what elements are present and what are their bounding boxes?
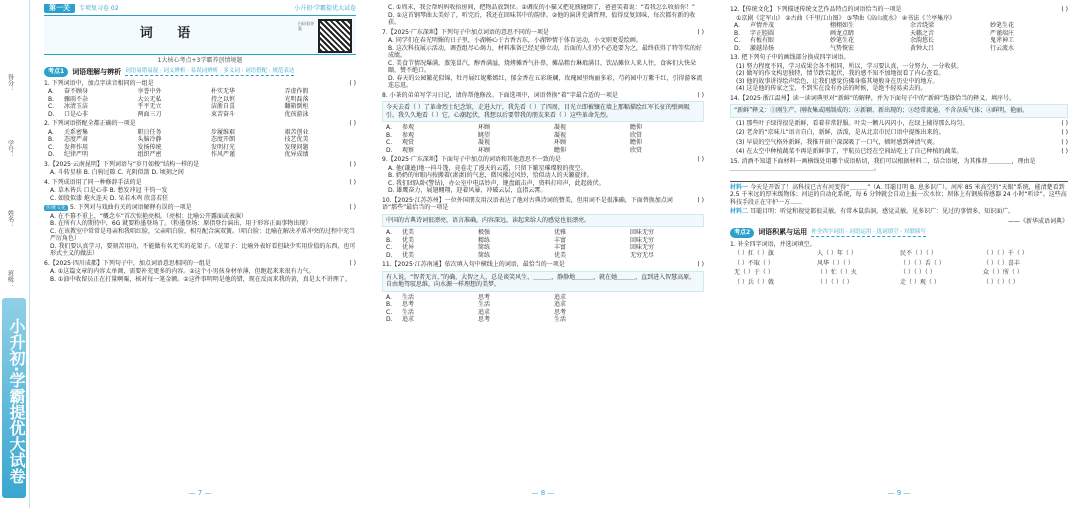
answer-bracket[interactable]: ( ) (697, 261, 704, 268)
option-row (48, 144, 356, 152)
answer-bracket[interactable]: ( ) (1061, 129, 1068, 136)
option-text: 优异成绩 (284, 151, 309, 159)
option-text: 步履维艰 (211, 128, 236, 136)
option-line[interactable]: C. 在该教室中常常是母亲和我唱红脸，父亲唱白脸，相互配合演双簧。（唱白脸：比喻在解决矛盾冲突的过程中充当严厉角色） (50, 227, 356, 243)
option-line[interactable]: B. 奶奶的帘眼内按搬着(湊湊)的气息，微风拂过风铃，恰似动人的天籁旋律。 (388, 172, 593, 179)
option-row (386, 124, 704, 132)
option-text: 生活 (554, 316, 567, 323)
sub-item-text: (4) 在太空中种植蔬菜不再是新鲜事了，宇航员已经在空间站吃上了自己种植的蔬菜。 (736, 148, 963, 155)
idiom-blank[interactable]: （ ）不取（ ） (734, 259, 774, 267)
option-line[interactable]: D. 春天的公园繁花似锦，牡丹展红妮紫嫣红，郁金香在五彩斑斓，玫瑰园里绚丽多彩，芍药园中万紫千红，引得游客流连忘返。 (388, 74, 703, 89)
option-line[interactable]: D. 我们要认真学习，要刻苦用功，不能做有名无实的花架子。（花架子：比喻外表好看但缺少实用价值的东西，也可形式主义的做法） (50, 242, 356, 258)
option-text: 技艺优美 (284, 136, 309, 144)
option-text: 画龙点睛 (830, 29, 855, 37)
option-row (48, 151, 356, 159)
option-row (386, 229, 704, 237)
answer-line[interactable] (730, 174, 1068, 182)
option-text: 凝视 (478, 139, 491, 146)
option-text: 余音绕梁 (910, 22, 935, 29)
question-stem: 1. 补全四字词语，并选词填空。 (730, 240, 816, 248)
option-line[interactable]: C. 我们团队卧(警钻)，办公室中电话铃声，键盘敲击声，资料打印声，此起彼伏。 (388, 179, 605, 187)
option-letter[interactable]: A. (734, 22, 740, 29)
question-stem (382, 156, 704, 164)
option-text: 精练 (478, 236, 491, 244)
option-text: 翻箱倒柜 (284, 103, 309, 111)
question-text: 1. 下列词语中，加点字读音相同的一组是 (44, 79, 154, 87)
answer-bracket[interactable]: ( ) (349, 178, 356, 186)
sub-item-text: (2) 老舍的“京味儿”语言自白，新鲜，活泼，是从北京市民口语中提炼出来的。 (736, 129, 945, 136)
question-text: 6.【2025·四川成都】下列句子中，加点词语意思相同的一组是 (44, 259, 211, 267)
question-stem: 13. 把下列句子中的画线部分换成四字词语。 (730, 54, 850, 61)
question-text: 10.【2025·江苏苏州】一位外国朋友用汉语表达了他对古典诗词的赞美，但用词不是很准确，下面替换加点词语“那些”最恰当的一项是 (382, 196, 673, 211)
option-text: 弄虚作假 (284, 88, 309, 96)
option-letter[interactable]: A. (386, 293, 392, 301)
passage-box: 中国的古典诗词很漂亮，语言准确，内容深远，读起来给人的感觉也很漂亮。 (382, 214, 704, 228)
question-stem (44, 161, 356, 169)
question-list (44, 80, 356, 284)
idiom-blank[interactable]: 风华（ ）（ ） (817, 259, 854, 267)
idiom-blank[interactable]: （ ）扛（ ）旗 (734, 250, 774, 257)
option-text: 妙笔生花 (990, 22, 1015, 29)
title-box (44, 15, 356, 55)
option-text: 优美 (402, 251, 415, 259)
definition-box: “新鲜”释义：①刚生产、刚收集或刚制成的；②新颖、新出现的；③经常流通，不含杂质气体；④鲜明，艳丽。 (730, 104, 1068, 118)
option-letter[interactable]: C. (386, 244, 393, 251)
option-letter[interactable]: B. (386, 131, 393, 139)
option-text: 优美 (554, 251, 567, 259)
option-text: 追求 (554, 293, 567, 301)
option-text: 职日任务 (137, 128, 162, 136)
option-letter[interactable]: C. (734, 37, 741, 44)
section-tags: 补全四字词语 · 词语运用 · 选词填空 · 对联续写 (811, 228, 926, 235)
option-letter[interactable]: B. (48, 136, 55, 144)
question-stem (382, 92, 704, 100)
option-row (48, 129, 356, 137)
question-text: 7.【2025·广东深圳】下列句子中加点词语的意思不同的一项是 (382, 28, 549, 36)
option-row[interactable]: A. 斗转星移 B. 白驹过隙 C. 光阴似箭 D. 顷刻之间 (50, 169, 184, 177)
idiom-blank[interactable]: （ ）（ ）舌（ ） (900, 259, 945, 267)
idiom-blank[interactable]: （ ）（ ）千（ ） (983, 250, 1028, 257)
option-letter[interactable]: D. (386, 146, 393, 154)
option-letter[interactable]: C. (48, 103, 55, 111)
question-stem (382, 197, 704, 212)
option-text: 丰富 (554, 236, 567, 244)
answer-bracket[interactable]: ( ) (349, 259, 356, 267)
option-letter[interactable]: D. (48, 110, 55, 118)
option-text: 回味无穷 (630, 229, 655, 236)
option-row (386, 237, 704, 245)
option-line[interactable]: A. 同学们在春光明媚的日子里，小湖畅心于古香古东，小湖钟情于体育运动，小文则更爱绘画。 (388, 37, 642, 44)
option-row (386, 316, 704, 324)
option-row[interactable]: A. 草木皆兵 口是心非 B. 愁发冲冠 千钧一发 (50, 187, 168, 195)
option-letter[interactable]: A. (48, 88, 54, 96)
option-text: 回味无穷 (630, 244, 655, 251)
option-text: 关系密集 (64, 128, 89, 136)
material-text: 今天是开饭了！高科技已古有河变得“＿＿＿”（A. 耳聪目明 B. 息多识广）。河库 85 米高空的“天眼”系统，能清楚看到 2.5 千米远的厚米级物体；河运的自动化系统，每 6 分钟就会自动上报一次水位；坝体上有钢质传感器 24 小时“听诊”。这些高科技手段正在守护一方…… (730, 183, 1067, 206)
option-text: 优雅 (554, 229, 567, 236)
question-tag: 传统文化 (46, 205, 67, 212)
answer-bracket[interactable]: ( ) (1061, 6, 1068, 13)
page-title: 词 语 (139, 25, 201, 41)
option-text: 生活 (402, 308, 415, 316)
option-letter[interactable]: C. (386, 139, 393, 146)
option-row (48, 96, 356, 104)
option-letter[interactable]: B. (48, 95, 55, 103)
option-row (48, 111, 356, 119)
option-text: 环顾 (478, 124, 491, 131)
answer-bracket[interactable]: ( ) (349, 204, 356, 212)
question-text: 11.【2025·江苏南通】依次填入句中横线上的词语，最恰当的一项是 (382, 261, 565, 268)
option-text: 口是心非 (64, 110, 89, 118)
option-text: 头脑冷静 (137, 136, 162, 144)
option-row (386, 147, 704, 155)
option-row (734, 45, 1068, 53)
answer-bracket[interactable]: ( ) (1061, 138, 1068, 146)
option-text: 凝视 (554, 131, 567, 139)
spine (0, 0, 30, 508)
option-text: 声情并茂 (750, 22, 775, 29)
option-text: 妙笔生花 (830, 37, 855, 44)
option-text: 组织严密 (137, 151, 162, 159)
option-text: 天籁之音 (910, 29, 935, 37)
sub-item-text: (1) 那些叶子绿得很是新鲜，看着非常舒服。叶尖一颗儿闪闪小，在绿上辅得那么均匀。 (736, 119, 969, 127)
option-text: 思考 (478, 293, 491, 301)
question-text: 2. 下列词语搭配全都正确的一项是 (44, 120, 136, 128)
question-stem (382, 261, 704, 269)
level-tag: 第一关 (44, 4, 75, 13)
idiom-blank[interactable]: （ ）（ ）（ ） (900, 269, 936, 276)
material-block (730, 184, 1068, 207)
section-badge: 考点1 (44, 67, 68, 77)
question-stem (44, 204, 356, 212)
option-letter[interactable]: B. (386, 236, 393, 244)
option-text: 回味无穷 (630, 236, 655, 244)
idiom-blank[interactable]: 走（ ）观（ ） (900, 278, 940, 286)
option-text: 有板有眼 (750, 37, 775, 44)
question-text: 3.【2025·云南昆明】下列词语与“岁月如梭”结构一样的是 (44, 160, 200, 168)
works-list: ①京剧《定军山》 ②古曲《千里江山图》 ③琴曲《高山流水》 ④书法《兰亭集序》 (736, 14, 956, 22)
option-line[interactable]: D. ①这首钢琴曲太美好了，听完后，我还在回味其中的韵律。②他的演讲充满哲理，值得反复回味，每次都有新的收获。 (388, 11, 696, 26)
sub-item: (1) 努力程度不同，学习成果会各不相同，所以，学习要认真，一分努力，一分收获。 (736, 62, 963, 70)
option-text: 行云流水 (990, 44, 1015, 52)
answer-bracket[interactable]: ( ) (349, 160, 356, 168)
option-letter[interactable]: D. (386, 251, 393, 259)
option-text: 朴实无华 (211, 88, 236, 96)
question-stem (382, 29, 704, 37)
page-8 (378, 4, 708, 498)
option-text: 严谨端庄 (990, 29, 1015, 37)
option-text: 享誉中外 (137, 88, 162, 96)
option-text: 追求 (478, 308, 491, 316)
page-number: — 7 — (188, 489, 212, 498)
option-text: 极强 (478, 229, 491, 236)
material-label: 材料一 (730, 183, 751, 191)
spine-field-class: 班级： (6, 270, 14, 288)
option-text: 纪律严明 (64, 151, 89, 159)
option-text: 优美 (402, 236, 415, 244)
option-line[interactable]: C. ①周末，我会帮妈妈收拾房间，把物品放到位。②调皮的小猫又把花瓶碰倒了，爸爸笑着说：“看我怎么收拾你！” (388, 4, 695, 11)
option-text: 生活 (402, 293, 415, 301)
sub-item (736, 120, 1068, 128)
option-text: 观察 (402, 146, 415, 154)
option-text: 作风严谨 (211, 151, 236, 159)
option-row (48, 136, 356, 144)
idiom-blank[interactable]: （ ）（ ）（ ） (817, 278, 853, 286)
option-text: 观赏 (402, 139, 415, 146)
question-stem (44, 120, 356, 128)
option-text: 发挥作用 (64, 143, 89, 151)
page-header (44, 4, 356, 13)
material-label: 材料二 (730, 208, 751, 215)
idiom-blank[interactable]: （ ）兵（ ）戟 (734, 278, 774, 286)
answer-bracket[interactable]: ( ) (349, 120, 356, 128)
answer-bracket[interactable]: ( ) (349, 79, 356, 87)
page-7 (40, 4, 360, 498)
citation: ——《新华成语词典》 (1007, 217, 1068, 225)
question-text: 9.【2025·广东深圳】下面句子中加点的词语和其他意思不一致的是 (382, 156, 561, 163)
series-title: 小升初·学霸提优大试卷 (294, 4, 356, 12)
option-text: 环顾 (478, 146, 491, 154)
question-stem (44, 80, 356, 88)
option-text: 两面三刀 (137, 110, 162, 118)
idiom-blank[interactable]: （ ）（ ）喜丰 (983, 259, 1020, 267)
page-9 (726, 4, 1072, 498)
option-text: 眺望 (478, 131, 491, 139)
option-text: 鬼斧神工 (990, 37, 1015, 44)
option-text: 思考 (478, 316, 491, 323)
section-header (730, 228, 1068, 238)
spine-field-name: 姓名： (6, 210, 14, 228)
passage-box: 有人说，“智者无言，”的确，大智之人，总是谈笑风生，＿＿＿，静静地＿＿＿，就在她＿＿＿，直到进入智慧高原。自由地驾驭思维，向水源一样理想的美梦。 (382, 271, 704, 292)
option-text: 参观 (402, 131, 415, 139)
idiom-blank[interactable]: 民不（ ）（ ） (900, 250, 937, 257)
answer-bracket[interactable]: ( ) (1061, 119, 1068, 127)
option-line[interactable]: C. 美食节情况爆满，蒸笼冒汽，醇香满溢，烧烤摊香气扑鼻，摊晶粗台琳琅满目，饮品摊位人来人往，食客们大快朵颐，赞不绝口。 (388, 59, 697, 74)
option-row (386, 252, 704, 260)
section-title: 词语理解与辨析 (72, 67, 122, 76)
option-row (734, 30, 1068, 38)
material-text: 耳聪目明：听觉和视觉都很灵敏。有常本鼠浩洞，感觉灵敏。见多识广：见过的事情多，知识面广。 (750, 208, 1015, 215)
question-text: 8. 小茶的弟弟写学习日记，请你帮他修改。下面选项中，词语替换“着”字最合适的一项是 (382, 91, 618, 99)
idiom-fill-grid (734, 250, 1064, 286)
option-letter[interactable]: D. (48, 151, 55, 159)
option-text: 光明磊落 (284, 95, 309, 103)
option-text: 持之以恒 (211, 95, 236, 103)
option-text: 黄钟大吕 (910, 44, 935, 52)
option-row (386, 244, 704, 252)
spine-field-score: 得分： (6, 74, 14, 92)
option-letter[interactable]: D. (734, 44, 741, 52)
option-row (734, 22, 1068, 30)
sub-item: (3) 他的故事讲得绘声绘色，让我们感觉仿佛身临其境般身在历史中的地方。 (736, 77, 939, 85)
option-row (386, 294, 704, 302)
option-text: 态度开朗 (211, 136, 236, 144)
option-line[interactable]: A. 他(谦逊)地一抖斗篷，竟卷走了漫天的云霞，只留下繁星璀璨般的夜空。 (388, 164, 587, 172)
question-list (730, 6, 1068, 286)
option-text: 态度严肃 (64, 136, 89, 144)
option-text: 发现问题 (284, 143, 309, 151)
question-stem: 14.【2025·浙江温州】读一读词典里对“新鲜”的解释，并为下面句子中的“新鲜”选择恰当的释义，填序号。 (730, 94, 1016, 102)
level-sub: 专项复习卷 02 (79, 5, 119, 12)
option-letter[interactable]: A. (386, 124, 392, 131)
option-letter[interactable]: A. (386, 229, 392, 236)
question-text: 12.【传统文化】下列描述传统文艺作品特点的词语恰当的一项是 (730, 6, 902, 13)
option-letter[interactable]: D. (386, 316, 393, 323)
option-text: 简练 (478, 251, 491, 259)
option-text: 欣赏 (630, 146, 643, 154)
question-stem (730, 6, 1068, 14)
option-letter[interactable]: C. (48, 143, 55, 151)
question-stem (44, 260, 356, 268)
option-text: 思考 (402, 301, 415, 308)
answer-bracket[interactable]: ( ) (697, 91, 704, 99)
option-line[interactable]: B. ①油中收留员正在打量啊粟，核对每一笔金额。②这件事明明是他的错，现在反而来我的黄，真是太不讲理了。 (50, 275, 351, 283)
option-text: 环顾 (554, 139, 567, 146)
option-text: 洁浙自喜 (211, 103, 236, 111)
option-text: 瞻仰 (630, 139, 643, 146)
option-text: 束苦奋斗 (211, 110, 236, 118)
idiom-blank[interactable]: （ ）（ ）（ ） (983, 278, 1019, 286)
option-line[interactable]: B. 在所有人的期待中，6G 就要粉墨登场了。（粉墨登场：原指登台演出，用于形容正面事物出现） (50, 220, 312, 228)
option-row (48, 88, 356, 96)
option-text: 追求 (402, 316, 415, 323)
option-text: 奋不顾身 (64, 88, 89, 96)
answer-bracket[interactable]: ( ) (697, 196, 704, 204)
section-title: 词语积累与运用 (758, 228, 808, 237)
page-number: — 8 — (531, 489, 555, 498)
option-text: 发明打光 (211, 143, 236, 151)
option-line[interactable]: A. 在不幕不重上，“概念车”首次惊艳亮相。（亮相：比喻公开露面或表演） (50, 212, 248, 220)
option-text: 瞻仰 (554, 146, 567, 154)
material-block (730, 208, 1068, 216)
option-text: 乎平无立 (137, 103, 162, 111)
option-text: 气势恢宏 (830, 44, 855, 52)
qr-code-icon[interactable] (318, 19, 352, 53)
option-text: 追求 (554, 301, 567, 308)
section-tags: 词语易错易混 · 词义辨析 · 易误词辨析 · 多义词 · 词语搭配 · 规范表达 (125, 68, 295, 75)
sub-item (736, 139, 1068, 147)
answer-bracket[interactable]: ( ) (1061, 148, 1068, 155)
passage-box: 今天去看（ ）了革命烈士纪念馆，走进大厅，我先看（ ）了四周，目光立即被镶在墙上那幅描绘红军长征的壁画吸引。我久久地看（ ）它，心潮起伏，我想以后要带我的朋友来看（ ）这些革命先烈。 (382, 101, 704, 122)
idiom-blank[interactable]: 无（ ）于（ ） (734, 269, 774, 276)
qr-label: 扫码看答案 (298, 20, 314, 31)
idiom-blank[interactable]: （ ）忙（ ）火 (817, 269, 857, 276)
answer-bracket[interactable]: ( ) (697, 156, 704, 163)
sub-item: (2) 做写的作文构思独特，情节跌宕起伏，我的感不知不加地很看了内心查看。 (736, 70, 945, 77)
slogan: 1大核心考点+3学霸养创情境题 (157, 56, 243, 64)
option-letter[interactable]: A. (48, 128, 54, 136)
option-row[interactable]: C. 如股似漆 炮火连天 D. 呆若木鸡 欣喜若狂 (50, 194, 169, 202)
option-row (386, 139, 704, 147)
option-text: 优异 (402, 244, 415, 251)
option-text: 凝视 (554, 124, 567, 131)
section-badge: 考点2 (730, 228, 754, 238)
question-list (382, 4, 704, 324)
option-text: 字正腔圆 (750, 29, 775, 37)
option-row (386, 309, 704, 317)
option-text: 生活 (478, 301, 491, 308)
option-text: 瞻仰 (630, 124, 643, 131)
question-stem (44, 179, 356, 187)
sub-item-text: (3) 早晨的空气格外新鲜，我推开窗户深深吸了一口气，顿时感到神清气爽。 (736, 138, 939, 146)
question-stem: 15. 消酒不知道下面材料一画横线处用哪个成语贴切，我们可以根据材料二，结合语境，为其推荐＿＿＿＿，理由是＿＿＿＿＿＿＿＿＿＿＿＿＿＿＿＿＿＿＿＿＿＿＿＿。 (730, 157, 1036, 172)
option-text: 激越昂扬 (750, 44, 775, 52)
option-text: 无穷无尽 (630, 251, 655, 259)
option-text: 冰清玉洁 (64, 103, 89, 111)
option-text: 大公无私 (137, 95, 162, 103)
sub-item: (4) 这是他的传家之宝，不到实在没有办法的时候，是绝不轻易卖去的。 (736, 85, 927, 92)
option-line[interactable]: A. ①这篇文章的内容太单调，需要补充更多的内容。②这个小男孩身材单薄，但跑起来来很有力气。 (50, 268, 315, 276)
section-header (44, 67, 356, 77)
option-text: 简练 (478, 244, 491, 251)
idiom-blank[interactable]: 人（ ）年（ ） (817, 250, 857, 257)
option-row (734, 37, 1068, 45)
option-row (48, 103, 356, 111)
option-text: 优孩游泳 (284, 110, 309, 118)
option-letter[interactable]: B. (386, 301, 393, 308)
option-text: 栩栩如生 (830, 22, 855, 29)
option-text: 优美 (402, 229, 415, 236)
sub-item (736, 129, 1068, 137)
spine-brand: 小升初·学霸提优大试卷 (2, 298, 26, 498)
spine-field-id: 学号： (6, 140, 14, 158)
page-number: — 9 — (887, 489, 911, 498)
answer-bracket[interactable]: ( ) (697, 28, 704, 36)
option-text: 余韵悠长 (910, 37, 935, 44)
option-line[interactable]: B. 这次科技展示活动，调查组尽心竭力，材料准备已经足够立动，后面的人们仍不必追要为之，最终获得了特等奖的好成绩。 (388, 44, 702, 59)
idiom-blank[interactable]: 众（ ）所（ ） (983, 269, 1023, 276)
option-text: 丰富 (554, 244, 567, 251)
option-letter[interactable]: B. (734, 29, 741, 37)
option-letter[interactable]: C. (386, 308, 393, 316)
option-text: 骤雨不杂 (64, 95, 89, 103)
option-text: 欣赏 (630, 131, 643, 139)
option-line[interactable]: D. 雄鹰奋力，展翅翱翔，迎着风暴，冲破云层，直指云霄。 (388, 187, 547, 194)
option-text: 艰苦创业 (284, 128, 309, 136)
sub-item (736, 148, 1068, 156)
option-text: 参观 (402, 124, 415, 131)
option-text: 发扬传统 (137, 143, 162, 151)
question-text: 4. 下列成语用了同一种修辞手法的是 (44, 178, 142, 186)
question-text: 5. 下列对与戏曲有关的词语解释有误的一项是 (70, 204, 192, 212)
option-row (386, 301, 704, 309)
option-text: 思考 (554, 308, 567, 316)
option-row (386, 132, 704, 140)
